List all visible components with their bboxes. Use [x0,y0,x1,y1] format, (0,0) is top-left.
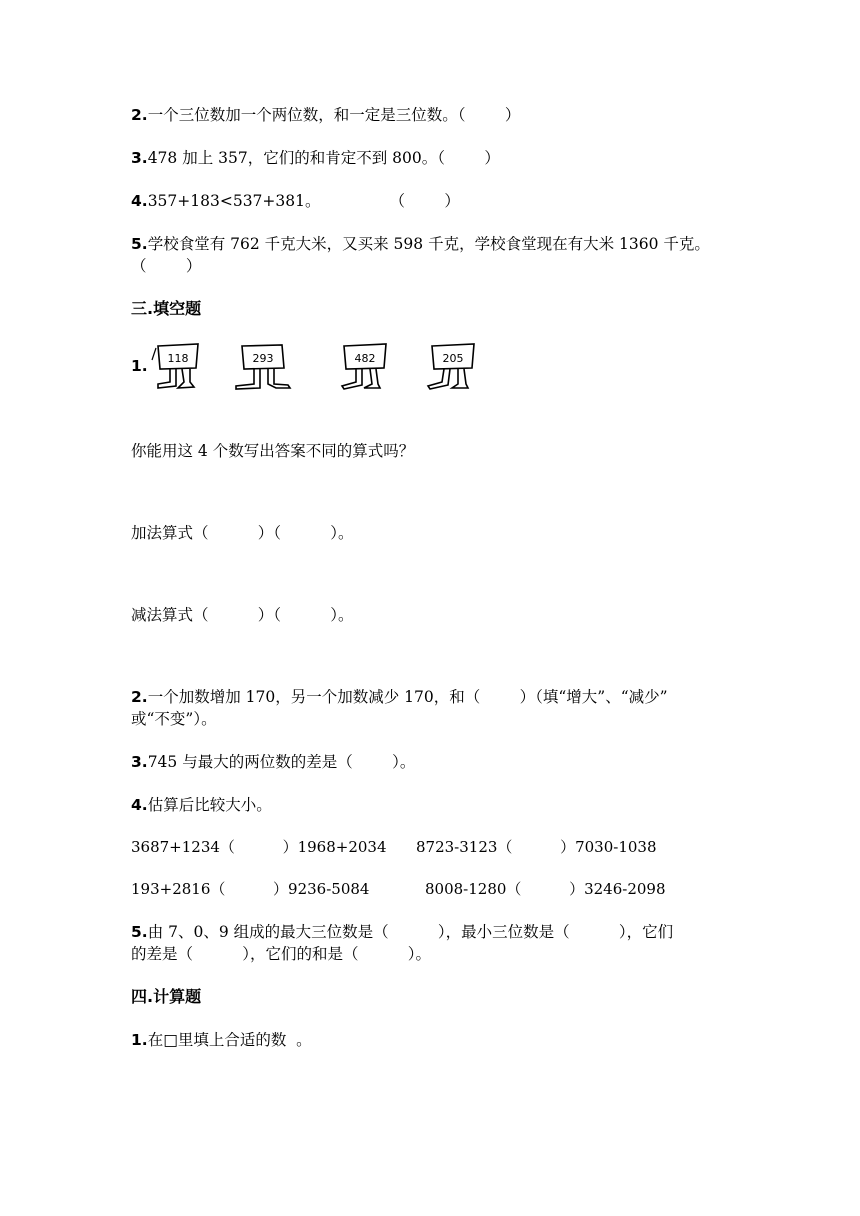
fill-question-5-cont: 的差是（ ），它们的和是（ ）。 [131,945,432,963]
question-number: 5. [131,923,148,941]
question-text: 估算后比较大小。 [147,796,272,814]
card-number: 205 [442,352,464,365]
judge-question-2 [131,104,520,126]
question-number: 3. [131,149,148,167]
estimate-row-2-left: 193+2816（ ）9236-5084 [131,880,370,898]
question-text: 学校食堂有 762 千克大米，又买来 598 千克，学校食堂现在有大米 1360 千克。 [147,235,710,253]
card-number: 293 [252,352,274,365]
question-number: 2. [131,688,148,706]
calc-question-1 [131,1029,312,1051]
judge-question-3 [131,147,500,169]
fill-question-3 [131,751,415,773]
card-creature-1 [152,344,198,388]
question-number: 4. [131,796,148,814]
card-creature-2 [236,345,290,389]
question-number: 2. [131,106,148,124]
fill-question-2-cont: 或“不变”）。 [131,710,217,728]
question-number: 1. [131,1031,148,1049]
question-text: 一个加数增加 170，另一个加数减少 170，和（ ）（填“增大”、“减少” [147,688,668,706]
judge-question-5-paren: （ ） [131,257,202,275]
question-number: 5. [131,235,148,253]
judge-question-5 [131,233,710,255]
card-creature-3 [342,344,386,389]
question-text: 在□里填上合适的数 。 [147,1031,312,1049]
fill-question-5 [131,921,673,943]
question-text: 由 7、0、9 组成的最大三位数是（ ），最小三位数是（ ），它们 [147,923,674,941]
question-text: 一个三位数加一个两位数，和一定是三位数。（ ） [147,106,521,124]
fill-question-1-number: 1. [131,357,148,375]
question-number: 4. [131,192,148,210]
number-card-creatures [150,338,490,398]
section-4-heading: 四.计算题 [131,987,202,1006]
card-creature-4 [428,344,474,389]
card-number: 482 [354,352,376,365]
judge-question-4 [131,190,460,212]
question-text: 478 加上 357，它们的和肯定不到 800。（ ） [147,149,500,167]
card-number: 118 [167,352,189,365]
fill-question-4 [131,794,272,816]
estimate-row-1-right: 8723-3123（ ）7030-1038 [416,838,657,856]
question-text: 745 与最大的两位数的差是（ ）。 [147,753,416,771]
fill-question-2 [131,686,668,708]
question-number: 3. [131,753,148,771]
question-text: 357+183<537+381。 （ ） [147,192,460,210]
estimate-row-2-right: 8008-1280（ ）3246-2098 [425,880,666,898]
subtraction-formula-line: 减法算式（ ）（ ）。 [131,606,354,624]
fill-question-1-prompt: 你能用这 4 个数写出答案不同的算式吗？ [131,442,415,460]
estimate-row-1-left: 3687+1234（ ）1968+2034 [131,838,387,856]
section-3-heading: 三.填空题 [131,299,202,318]
addition-formula-line: 加法算式（ ）（ ）。 [131,524,354,542]
